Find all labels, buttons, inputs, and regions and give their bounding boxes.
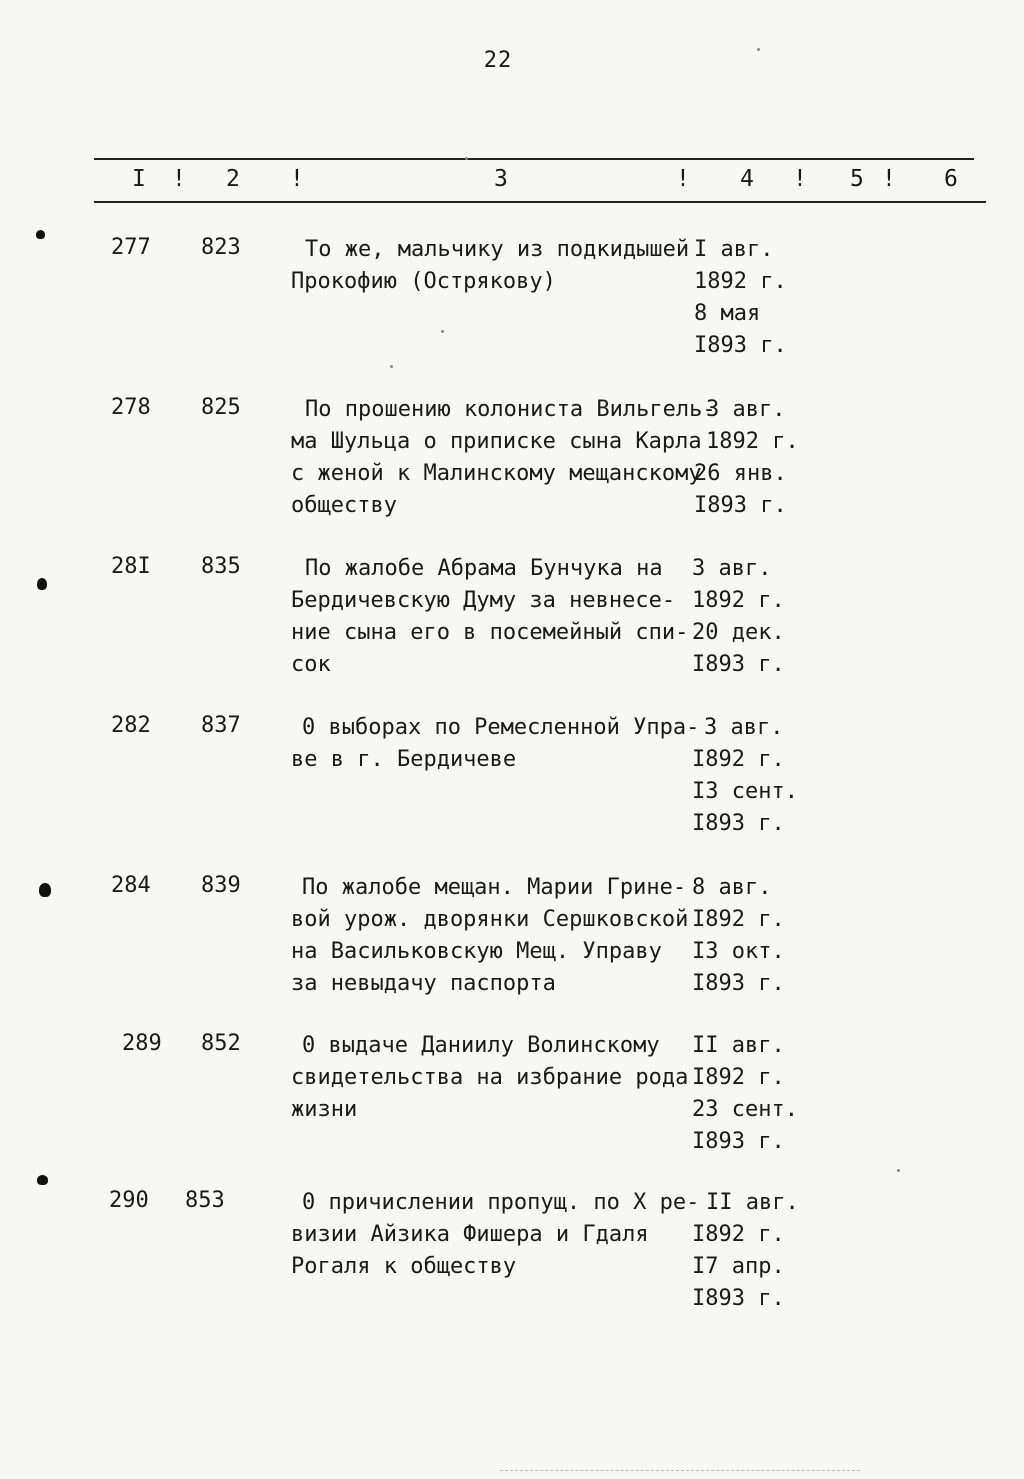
entry-description	[291, 394, 716, 522]
date-line: 3 авг.	[692, 556, 772, 581]
date-line: I892 г.	[692, 907, 785, 932]
date-line: 23 сент.	[692, 1097, 798, 1122]
description-line: свидетельства на избрание рода	[291, 1065, 689, 1090]
description-line: ве в г. Бердичеве	[291, 747, 517, 772]
entry-description	[291, 1187, 700, 1283]
entry-number: 290	[109, 1188, 149, 1213]
description-line: По жалобе мещан. Марии Грине-	[302, 875, 687, 900]
date-line: I892 г.	[692, 747, 785, 772]
date-line: I893 г.	[692, 1286, 785, 1311]
header-col-3: 3	[494, 166, 508, 192]
date-line: II авг.	[692, 1033, 785, 1058]
description-line: 0 выборах по Ремесленной Упра-	[302, 715, 700, 740]
date-line: I3 окт.	[692, 939, 785, 964]
entry-description	[291, 712, 700, 776]
file-number: 835	[201, 554, 241, 579]
entry-dates	[692, 1030, 812, 1158]
description-line: обществу	[291, 493, 397, 518]
entry-description	[291, 553, 691, 681]
date-line: 3 авг.	[704, 715, 784, 740]
description-line: По прошению колониста Вильгель-	[305, 397, 716, 422]
description-line: Рогаля к обществу	[291, 1254, 517, 1279]
description-line: на Васильковскую Мещ. Управу	[291, 939, 662, 964]
description-line: Прокофию (Острякову)	[291, 269, 556, 294]
description-line: визии Айзика Фишера и Гдаля	[291, 1222, 649, 1247]
header-col-4: 4	[740, 166, 754, 192]
date-line: I892 г.	[692, 1222, 785, 1247]
entry-description	[291, 234, 691, 298]
date-line: 26 янв.	[694, 461, 787, 486]
entry-number: 28I	[111, 554, 151, 579]
description-line: ние сына его в посемейный спи-	[291, 620, 689, 645]
date-line: I7 апр.	[692, 1254, 785, 1279]
margin-mark	[39, 883, 51, 897]
header-separator: !	[290, 166, 304, 192]
header-col-1: I	[132, 166, 146, 192]
date-line: 20 дек.	[692, 620, 785, 645]
date-line: I892 г.	[692, 1065, 785, 1090]
description-line: 0 выдаче Даниилу Волинскому	[302, 1033, 660, 1058]
date-line: I893 г.	[692, 652, 785, 677]
date-line: I3 сент.	[692, 779, 798, 804]
description-line: с женой к Малинскому мещанскому	[291, 461, 702, 486]
date-line: 1892 г.	[694, 269, 787, 294]
date-line: I893 г.	[692, 971, 785, 996]
entry-dates	[692, 553, 812, 681]
entry-dates	[694, 234, 814, 362]
entry-description	[291, 872, 691, 1000]
file-number: 823	[201, 235, 241, 260]
date-line: II авг.	[706, 1190, 799, 1215]
date-line: I893 г.	[694, 493, 787, 518]
header-separator: !	[882, 166, 896, 192]
header-col-6: 6	[944, 166, 958, 192]
entry-dates	[692, 1187, 826, 1315]
entry-dates	[694, 394, 826, 522]
description-line: ма Шульца о приписке сына Карла	[291, 429, 702, 454]
date-line: 8 мая	[694, 301, 761, 326]
margin-mark	[37, 1175, 48, 1185]
scan-speck	[465, 157, 468, 160]
date-line: I893 г.	[692, 811, 785, 836]
date-line: 8 авг.	[692, 875, 772, 900]
entry-number: 277	[111, 235, 151, 260]
description-line: По жалобе Абрама Бунчука на	[305, 556, 663, 581]
entry-description	[291, 1030, 691, 1126]
file-number: 825	[201, 395, 241, 420]
date-line: I893 г.	[692, 1129, 785, 1154]
header-separator: !	[793, 166, 807, 192]
description-line: сок	[291, 652, 331, 677]
scan-speck	[757, 48, 760, 51]
bottom-edge-line	[500, 1470, 860, 1471]
date-line: 3 авг.	[706, 397, 786, 422]
description-line: жизни	[291, 1097, 358, 1122]
description-line: вой урож. дворянки Сершковской	[291, 907, 689, 932]
scan-speck	[441, 330, 444, 333]
header-separator: !	[676, 166, 690, 192]
entry-number: 284	[111, 873, 151, 898]
description-line: за невыдачу паспорта	[291, 971, 556, 996]
scan-speck	[897, 1169, 900, 1172]
margin-mark	[36, 230, 45, 239]
file-number: 837	[201, 713, 241, 738]
file-number: 852	[201, 1031, 241, 1056]
page-number: 22	[483, 48, 513, 73]
file-number: 839	[201, 873, 241, 898]
description-line: 0 причислении пропущ. по X ре-	[302, 1190, 700, 1215]
scan-speck	[390, 365, 393, 368]
file-number: 853	[185, 1188, 225, 1213]
header-col-5: 5	[850, 166, 864, 192]
description-line: Бердичевскую Думу за невнесе-	[291, 588, 676, 613]
header-col-2: 2	[226, 166, 240, 192]
margin-mark	[37, 578, 47, 590]
entry-dates	[692, 872, 812, 1000]
description-line: То же, мальчику из подкидышей	[305, 237, 690, 262]
date-line: 1892 г.	[706, 429, 799, 454]
header-separator: !	[172, 166, 186, 192]
entry-dates	[692, 712, 812, 840]
date-line: I893 г.	[694, 333, 787, 358]
entry-number: 278	[111, 395, 151, 420]
date-line: 1892 г.	[692, 588, 785, 613]
date-line: I авг.	[694, 237, 774, 262]
entry-number: 282	[111, 713, 151, 738]
entry-number: 289	[122, 1031, 162, 1056]
